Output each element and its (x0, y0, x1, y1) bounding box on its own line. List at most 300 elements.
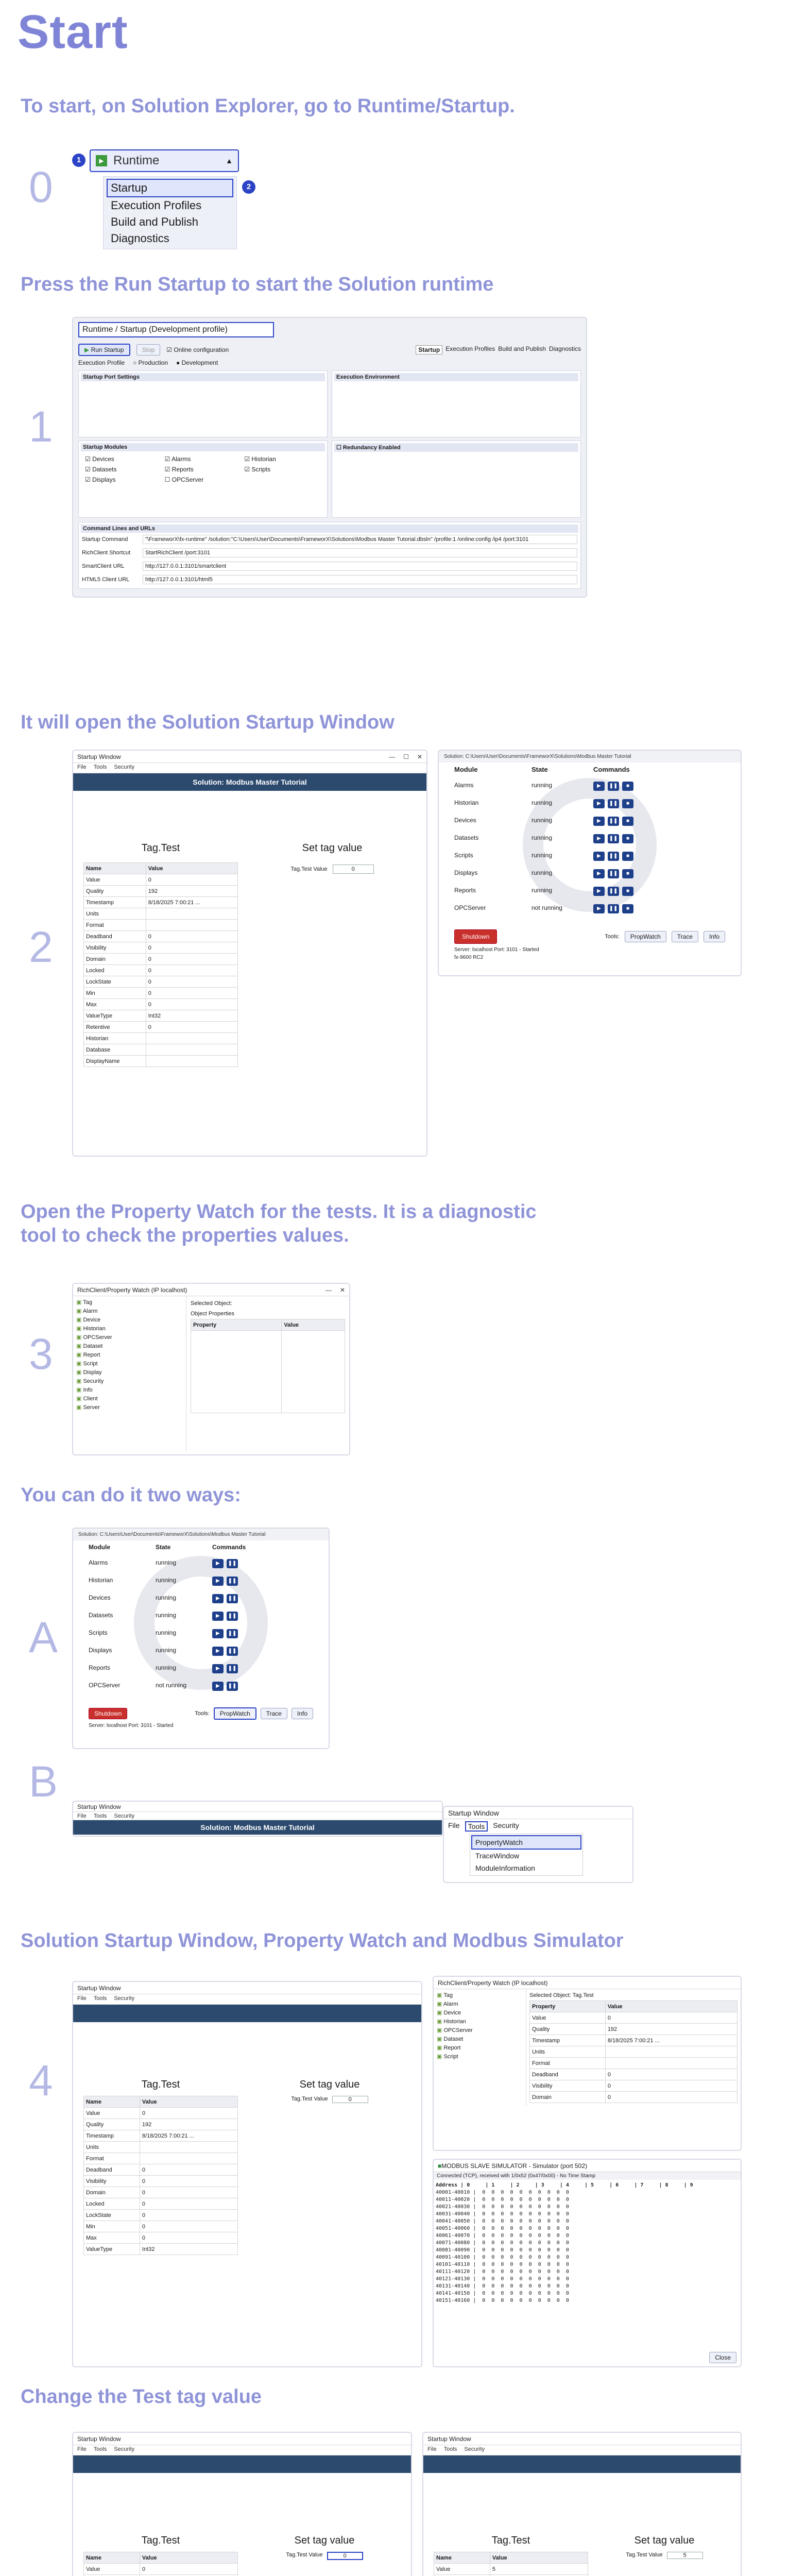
module-name: Reports (454, 887, 476, 894)
maximize-icon[interactable]: ☐ (403, 753, 409, 760)
value-header: Value (605, 2001, 737, 2012)
start-icon[interactable]: ▶ (212, 1664, 224, 1673)
module-state: running (156, 1647, 177, 1654)
window-title: Startup Window (77, 1984, 121, 1992)
shutdown-button[interactable]: Shutdown (89, 1708, 127, 1719)
cell: LockState (84, 976, 146, 988)
pause-icon[interactable]: ❚❚ (227, 1629, 238, 1638)
property-table (529, 2001, 738, 2103)
table-row (84, 931, 238, 942)
selected-object-label: Selected Object: Tag.Test (529, 1992, 594, 1998)
module-row (454, 776, 725, 794)
stop-icon[interactable]: ■ (622, 817, 633, 826)
table-row (84, 988, 238, 999)
step1-number: 1 (29, 402, 53, 451)
cell: Units (84, 2142, 140, 2153)
cell: 192 (140, 2119, 237, 2130)
modbus-row: 40041-40050 | 0 0 0 0 0 0 0 0 0 0 (436, 2218, 569, 2224)
module-row (89, 1676, 313, 1694)
table-row (84, 920, 238, 931)
cell: 0 (605, 2080, 737, 2092)
module-row (89, 1589, 313, 1606)
module-state: running (156, 1594, 177, 1601)
stop-icon[interactable]: ■ (622, 799, 633, 808)
step0-heading: To start, on Solution Explorer, go to Runtime/Startup. (21, 95, 515, 117)
module-checkbox[interactable]: ☑ Reports (164, 466, 194, 473)
table-row (434, 2564, 588, 2575)
run-icon: ▶ (84, 346, 91, 353)
tag-test-value-label: Tag.Test Value (290, 866, 328, 872)
table-row (84, 2164, 238, 2176)
tag-test-value-label: Tag.Test Value (291, 2096, 328, 2102)
tab-build-and-publish[interactable]: Build and Publish (498, 345, 546, 352)
module-label: Datasets (92, 466, 117, 473)
cell: 0 (140, 2210, 237, 2221)
cell: DisplayName (84, 1056, 146, 1067)
cmd-row (81, 546, 578, 560)
tree-item[interactable]: ▣ Report (76, 1351, 183, 1360)
step4-number: 4 (29, 2056, 53, 2105)
modbus-row: 40061-40070 | 0 0 0 0 0 0 0 0 0 0 (436, 2233, 569, 2239)
module-checkbox[interactable]: ☑ Historian (244, 455, 276, 463)
cell: 0 (140, 2187, 237, 2198)
start-icon[interactable]: ▶ (212, 1559, 224, 1568)
menu-tools[interactable]: Tools (465, 1821, 488, 1832)
callout-badge-1: 1 (72, 154, 85, 167)
tree-item[interactable]: ▣ Alarm (76, 1307, 183, 1316)
start-icon[interactable]: ▶ (212, 1577, 224, 1586)
menu-security[interactable]: Security (114, 1813, 135, 1819)
tag-test-value-input[interactable]: 0 (332, 2096, 368, 2103)
set-tag-value-title: Set tag value (302, 842, 363, 854)
modbus-row: 40141-40150 | 0 0 0 0 0 0 0 0 0 0 (436, 2291, 569, 2296)
menu-security[interactable]: Security (493, 1821, 519, 1829)
menu-tools[interactable]: Tools (93, 2446, 107, 2452)
pause-icon[interactable]: ❚❚ (227, 1647, 238, 1656)
grid-header-value: Value (146, 863, 237, 874)
tree-item[interactable]: ▣ Device (437, 2009, 523, 2018)
tag-test-title: Tag.Test (141, 842, 180, 854)
solution-banner-strip (423, 2455, 741, 2473)
module-row (89, 1571, 313, 1589)
module-name: Devices (454, 817, 476, 824)
tree-item[interactable]: ▣ Alarm (437, 2000, 523, 2009)
cell (146, 920, 237, 931)
runtime-node[interactable] (90, 149, 239, 172)
pause-icon[interactable]: ❚❚ (227, 1577, 238, 1586)
empty-cell (282, 1331, 345, 1413)
redundancy-title: ☐ Redundancy Enabled (334, 443, 578, 452)
command-lines-panel (78, 522, 581, 589)
cell (140, 2153, 237, 2164)
module-state: running (156, 1664, 177, 1671)
close-button[interactable]: Close (709, 2352, 736, 2363)
redundancy-panel (332, 440, 581, 518)
profile-development-label: Development (181, 359, 218, 366)
menu-file[interactable]: File (77, 2446, 87, 2452)
menu-item-startup[interactable]: Startup (107, 179, 233, 197)
stop-icon[interactable]: ■ (622, 904, 633, 913)
cell (605, 2046, 737, 2058)
tab-execution-profiles[interactable]: Execution Profiles (445, 345, 495, 352)
table-row (84, 2232, 238, 2244)
stop-icon[interactable]: ■ (622, 887, 633, 896)
menu-item-diagnostics[interactable]: Diagnostics (111, 232, 169, 245)
cell: Min (84, 988, 146, 999)
start-icon[interactable]: ▶ (593, 834, 605, 843)
cmd-row-label: SmartClient URL (82, 563, 125, 569)
module-label: Reports (172, 466, 194, 473)
table-row (84, 1010, 238, 1022)
modbus-row: 40101-40110 | 0 0 0 0 0 0 0 0 0 0 (436, 2262, 569, 2267)
menu-security[interactable]: Security (114, 764, 135, 770)
cell: 0 (140, 2564, 237, 2575)
module-state: not running (156, 1682, 187, 1689)
startup-command-field[interactable]: "\FrameworX\fx-runtime" /solution:"C:\Users\User\Documents\FrameworX\Solutions\Modbus Master Tutorial.dbsln" /profile:1 /online:config /ip4 /port:3101 (143, 535, 577, 544)
tag-test-title: Tag.Test (141, 2079, 180, 2090)
module-row (89, 1659, 313, 1676)
online-config-label: Online configuration (174, 346, 229, 353)
table-row (84, 1056, 238, 1067)
startup-modules-panel (78, 440, 328, 518)
window-title: MODBUS SLAVE SIMULATOR - Simulator (port 502) (441, 2162, 587, 2170)
pause-icon[interactable]: ❚❚ (608, 852, 619, 861)
grid-header-value: Value (140, 2096, 237, 2108)
menu-item-execution-profiles[interactable]: Execution Profiles (111, 199, 202, 212)
cell: Value (84, 874, 146, 886)
cell: 0 (605, 2069, 737, 2080)
pause-icon[interactable]: ❚❚ (608, 904, 619, 913)
window-title: Startup Window (77, 2435, 121, 2443)
pause-icon[interactable]: ❚❚ (608, 887, 619, 896)
step5-after-window (422, 2432, 742, 2576)
menu-item-moduleinformation[interactable]: ModuleInformation (475, 1864, 535, 1872)
menu-tools[interactable]: Tools (93, 1813, 107, 1819)
menu-file[interactable]: File (77, 1995, 87, 2002)
tree-item[interactable]: ▣ Report (437, 2044, 523, 2053)
tag-test-value-label: Tag.Test Value (626, 2552, 663, 2558)
object-tree (73, 1296, 186, 1451)
table-row (84, 2119, 238, 2130)
cell: Int32 (146, 1010, 237, 1022)
smartclient-url-field[interactable]: http://127.0.0.1:3101/smartclient (143, 562, 577, 571)
runtime-icon: ▶ (96, 155, 107, 166)
cell: 0 (140, 2198, 237, 2210)
cell: Deadband (530, 2069, 606, 2080)
module-checkbox[interactable]: ☐ OPCServer (164, 476, 204, 483)
module-row (454, 811, 725, 829)
selected-object-label: Selected Object: (191, 1300, 232, 1307)
stop-icon[interactable]: ■ (622, 869, 633, 878)
tree-item[interactable]: ▣ Security (76, 1377, 183, 1386)
cell: 0 (146, 942, 237, 954)
pause-icon[interactable]: ❚❚ (608, 834, 619, 843)
module-name: Alarms (89, 1559, 108, 1566)
module-name: Displays (454, 869, 478, 876)
tree-item[interactable]: ▣ OPCServer (437, 2026, 523, 2035)
commands-header: Commands (593, 766, 630, 773)
info-button[interactable]: Info (704, 931, 725, 942)
start-icon[interactable]: ▶ (593, 817, 605, 826)
pause-icon[interactable]: ❚❚ (227, 1594, 238, 1603)
minimize-icon[interactable]: — (325, 1286, 332, 1294)
menu-item-build-and-publish[interactable]: Build and Publish (111, 215, 199, 228)
cell: Deadband (84, 931, 146, 942)
modbus-row: 40121-40130 | 0 0 0 0 0 0 0 0 0 0 (436, 2276, 569, 2282)
menu-file[interactable]: File (77, 764, 87, 770)
tree-item[interactable]: ▣ Dataset (76, 1342, 183, 1351)
value-header: Value (282, 1319, 345, 1331)
minimize-icon[interactable]: — (389, 753, 396, 760)
cell: Quality (84, 886, 146, 897)
modbus-row: 40031-40040 | 0 0 0 0 0 0 0 0 0 0 (436, 2211, 569, 2217)
start-icon[interactable]: ▶ (593, 782, 605, 791)
tree-item[interactable]: ▣ Client (76, 1395, 183, 1403)
cell: Locked (84, 2198, 140, 2210)
step3-heading (21, 1200, 537, 1247)
info-button[interactable]: Info (291, 1708, 313, 1719)
table-row (84, 1033, 238, 1044)
tree-item[interactable]: ▣ Script (76, 1360, 183, 1368)
start-icon[interactable]: ▶ (212, 1594, 224, 1603)
tag-test-value-input[interactable]: 0 (327, 2552, 363, 2560)
cell: 0 (605, 2092, 737, 2103)
menu-tools[interactable]: Tools (93, 764, 107, 770)
pause-icon[interactable]: ❚❚ (608, 817, 619, 826)
table-row (84, 2187, 238, 2198)
start-icon[interactable]: ▶ (593, 869, 605, 878)
module-name: Devices (89, 1594, 111, 1601)
pause-icon[interactable]: ❚❚ (227, 1664, 238, 1673)
tab-diagnostics[interactable]: Diagnostics (548, 345, 581, 352)
start-icon[interactable]: ▶ (212, 1629, 224, 1638)
profile-production[interactable]: ○ Production (133, 359, 168, 366)
cell: 0 (146, 976, 237, 988)
table-row (530, 2024, 738, 2035)
module-checkbox[interactable]: ☑ Displays (85, 476, 116, 483)
collapse-icon[interactable]: ▲ (226, 157, 233, 165)
step5-heading: Change the Test tag value (21, 2386, 262, 2408)
tree-item[interactable]: ▣ Tag (437, 1991, 523, 2000)
menu-item-propertywatch[interactable]: PropertyWatch (471, 1835, 581, 1850)
window-title: Startup Window (427, 2435, 471, 2443)
module-state: running (531, 799, 553, 806)
shutdown-button[interactable]: Shutdown (454, 929, 497, 944)
cell: Value (434, 2564, 490, 2575)
cell: Historian (84, 1033, 146, 1044)
module-state: running (531, 852, 553, 859)
tree-item[interactable]: ▣ Historian (437, 2018, 523, 2026)
close-icon[interactable]: ✕ (339, 1286, 345, 1294)
menu-item-tracewindow[interactable]: TraceWindow (475, 1852, 520, 1860)
tag-test-value-label: Tag.Test Value (286, 2552, 323, 2558)
richclient-shortcut-field[interactable]: StartRichClient /port:3101 (143, 548, 577, 557)
step1-screenshot (72, 317, 587, 598)
cmd-row (81, 533, 578, 546)
close-icon[interactable]: ✕ (417, 753, 422, 760)
tag-property-grid (83, 862, 238, 1067)
module-checkbox[interactable]: ☑ Datasets (85, 466, 117, 473)
modbus-row: 40021-40030 | 0 0 0 0 0 0 0 0 0 0 (436, 2204, 569, 2210)
tree-item[interactable]: ▣ Server (76, 1403, 183, 1412)
cmd-title: Command Lines and URLs (81, 524, 578, 533)
grid-header-name: Name (84, 2096, 140, 2108)
module-name: OPCServer (454, 904, 486, 911)
tree-item[interactable]: ▣ Historian (76, 1325, 183, 1333)
table-row (84, 874, 238, 886)
pause-icon[interactable]: ❚❚ (608, 799, 619, 808)
propwatch-button[interactable]: PropWatch (214, 1707, 256, 1720)
start-icon[interactable]: ▶ (593, 799, 605, 808)
modbus-row: 40111-40120 | 0 0 0 0 0 0 0 0 0 0 (436, 2269, 569, 2275)
solution-banner-strip (73, 2455, 411, 2473)
start-icon[interactable]: ▶ (593, 852, 605, 861)
module-state: running (531, 869, 553, 876)
table-row (530, 2035, 738, 2046)
tree-item[interactable]: ▣ OPCServer (76, 1333, 183, 1342)
module-row (454, 846, 725, 864)
start-icon[interactable]: ▶ (593, 904, 605, 913)
run-startup-button[interactable] (78, 344, 130, 356)
profile-development[interactable]: ● Development (176, 359, 218, 366)
cell: LockState (84, 2210, 140, 2221)
menu-file[interactable]: File (77, 1813, 87, 1819)
start-icon[interactable]: ▶ (212, 1682, 224, 1691)
module-name: Alarms (454, 782, 474, 789)
trace-button[interactable]: Trace (672, 931, 698, 942)
step0-screenshot (72, 144, 258, 258)
stepA-letter: A (29, 1613, 58, 1662)
module-row (454, 882, 725, 899)
table-row (84, 1044, 238, 1056)
stop-icon[interactable]: ■ (622, 852, 633, 861)
tag-test-value-input[interactable]: 0 (333, 865, 374, 874)
module-name: Datasets (89, 1612, 113, 1619)
stop-icon[interactable]: ■ (622, 834, 633, 843)
online-config-checkbox[interactable]: ☑ Online configuration (166, 346, 229, 353)
module-checkbox[interactable]: ☑ Devices (85, 455, 114, 463)
property-header: Property (191, 1319, 282, 1331)
execution-profile-label: Execution Profile (78, 359, 125, 366)
cmd-row-label: RichClient Shortcut (82, 550, 131, 556)
pause-icon[interactable]: ❚❚ (227, 1612, 238, 1621)
module-label: Alarms (172, 455, 191, 463)
module-row (454, 899, 725, 917)
commands-header: Commands (212, 1544, 246, 1551)
cell: 0 (146, 874, 237, 886)
menu-security[interactable]: Security (114, 1995, 135, 2002)
stepA-modules-panel (72, 1528, 330, 1749)
server-info: Server: localhost Port: 3101 - Started (454, 947, 539, 953)
solution-banner: Solution: Modbus Master Tutorial (73, 773, 426, 791)
cell: Quality (84, 2119, 140, 2130)
step0-number: 0 (29, 163, 53, 211)
state-header: State (531, 766, 548, 773)
module-checkbox[interactable]: ☑ Alarms (164, 455, 191, 463)
pause-icon[interactable]: ❚❚ (608, 782, 619, 791)
module-checkbox[interactable]: ☑ Scripts (244, 466, 271, 473)
tree-item[interactable]: ▣ Device (76, 1316, 183, 1325)
module-state: running (156, 1612, 177, 1619)
menu-security[interactable]: Security (464, 2446, 485, 2452)
module-state: running (531, 887, 553, 894)
tree-item[interactable]: ▣ Tag (76, 1298, 183, 1307)
version-label: fx-9600 RC2 (454, 955, 484, 960)
table-row (530, 2069, 738, 2080)
tree-item[interactable]: ▣ Display (76, 1368, 183, 1377)
html5-client-url-field[interactable]: http://127.0.0.1:3101/html5 (143, 575, 577, 584)
module-name: Scripts (454, 852, 473, 859)
tree-item[interactable]: ▣ Script (437, 2053, 523, 2061)
start-icon[interactable]: ▶ (212, 1647, 224, 1656)
modules-path: Solution: C:\Users\User\Documents\FrameworX\Solutions\Modbus Master Tutorial (439, 751, 741, 762)
tag-test-value-input[interactable]: 5 (667, 2552, 703, 2559)
state-header: State (156, 1544, 171, 1551)
menu-security[interactable]: Security (114, 2446, 135, 2452)
cell: Format (84, 920, 146, 931)
cell: Min (84, 2221, 140, 2232)
cell: Timestamp (530, 2035, 606, 2046)
start-icon[interactable]: ▶ (212, 1612, 224, 1621)
step2-heading: It will open the Solution Startup Window (21, 711, 395, 733)
cell: 8/18/2025 7:00:21 ... (605, 2035, 737, 2046)
table-row (530, 2046, 738, 2058)
menu-tools[interactable]: Tools (93, 1995, 107, 2002)
cell: Visibility (84, 2176, 140, 2187)
object-properties-label: Object Properties (191, 1311, 234, 1317)
propwatch-button[interactable]: PropWatch (625, 931, 666, 942)
step3-heading-line1: Open the Property Watch for the tests. It is a diagnostic (21, 1201, 537, 1223)
module-state: not running (531, 904, 563, 911)
cell: Database (84, 1044, 146, 1056)
module-header: Module (89, 1544, 110, 1551)
menu-tools[interactable]: Tools (443, 2446, 457, 2452)
start-icon[interactable]: ▶ (593, 887, 605, 896)
profile-production-label: Production (138, 359, 168, 366)
grid-header-value: Value (140, 2552, 237, 2564)
tab-startup[interactable]: Startup (416, 345, 442, 354)
pause-icon[interactable]: ❚❚ (227, 1682, 238, 1691)
tree-item[interactable]: ▣ Info (76, 1386, 183, 1395)
tree-item[interactable]: ▣ Dataset (437, 2035, 523, 2044)
pause-icon[interactable]: ❚❚ (227, 1559, 238, 1568)
window-title: Startup Window (77, 1803, 121, 1810)
startup-settings-panel (78, 370, 328, 437)
cell: 0 (140, 2232, 237, 2244)
cell: Timestamp (84, 2130, 140, 2142)
cell: 0 (140, 2164, 237, 2176)
menu-file[interactable]: File (448, 1821, 460, 1829)
step2-modules-panel (438, 750, 742, 976)
cmd-row-label: Startup Command (82, 536, 128, 543)
cell: Locked (84, 965, 146, 976)
modbus-row: 40071-40080 | 0 0 0 0 0 0 0 0 0 0 (436, 2240, 569, 2246)
table-row (84, 942, 238, 954)
modbus-row: 40091-40100 | 0 0 0 0 0 0 0 0 0 0 (436, 2255, 569, 2260)
runtime-menu (103, 176, 237, 249)
module-state: running (531, 782, 553, 789)
trace-button[interactable]: Trace (261, 1708, 287, 1719)
stop-icon[interactable]: ■ (622, 782, 633, 791)
cell: 8/18/2025 7:00:21 ... (140, 2130, 237, 2142)
stop-button[interactable]: Stop (136, 344, 161, 355)
table-row (530, 2080, 738, 2092)
pause-icon[interactable]: ❚❚ (608, 869, 619, 878)
cell: Deadband (84, 2164, 140, 2176)
grid-header-name: Name (84, 2552, 140, 2564)
menu-file[interactable]: File (427, 2446, 437, 2452)
modbus-row: 40001-40010 | 0 0 0 0 0 0 0 0 0 0 (436, 2190, 569, 2195)
